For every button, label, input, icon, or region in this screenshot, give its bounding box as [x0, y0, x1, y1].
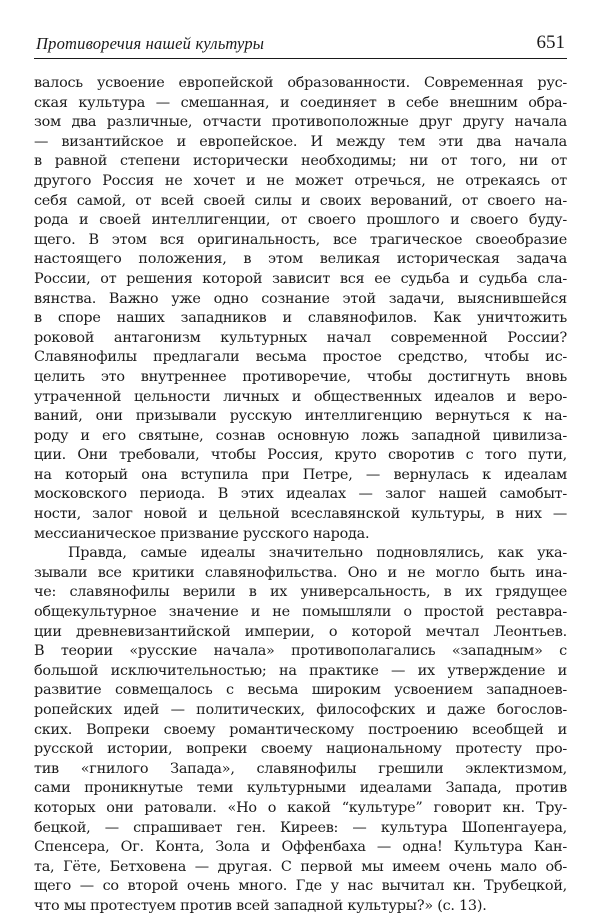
text-line: общекультурное значение и не помышляли о простой реставра- [34, 604, 567, 621]
text-line: которых они ратовали. «Но о какой “культуре” говорит кн. Тру- [34, 799, 567, 816]
text-line: русской истории, вопреки своему национальному протесту про- [34, 741, 567, 758]
page-header [34, 28, 567, 59]
text-line: в равной степени исторически необходимы; ни от того, ни от [34, 153, 567, 170]
text-line: тив «гнилого Запада», славянофилы грешили эклектизмом, [34, 760, 567, 777]
text-line: Спенсера, Ог. Конта, Зола и Оффенбаха — одна! Культура Кан- [34, 839, 567, 856]
text-line: роковой антагонизм культурных начал современной России? [34, 329, 567, 346]
text-line: в споре наших западников и славянофилов. Как уничтожить [34, 310, 567, 327]
text-line: целить это внутреннее противоречие, чтобы достигнуть вновь [34, 368, 567, 385]
text-line: В теории «русские начала» противополагались «западным» с [34, 643, 567, 660]
text-line: щего — со второй очень много. Где у нас вычитал кн. Трубецкой, [34, 878, 567, 895]
body-text [34, 74, 567, 917]
text-line: утраченной цельности личных и общественных идеалов и веро- [34, 388, 567, 405]
text-line: зом два различные, отчасти противоположные друг другу начала [34, 114, 567, 131]
text-line: России, от решения которой зависит вся ее судьба и судьба сла- [34, 270, 567, 287]
text-line: — византийское и европейское. И между тем эти два начала [34, 133, 567, 150]
text-line: развитие совмещалось с весьма широким усвоением западноев- [34, 682, 567, 699]
text-line: ваний, они призывали русскую интеллигенцию вернуться к на- [34, 408, 567, 425]
text-line: ских. Вопреки своему романтическому построению всеобщей и [34, 721, 567, 738]
text-line: щего. В этом вся оригинальность, все трагическое своеобразие [34, 231, 567, 248]
text-line: большой исключительностью; на практике — их утверждение и [34, 662, 567, 679]
text-line: ская культура — смешанная, и соединяет в себе внешним обра- [34, 94, 567, 111]
page-number: 651 [536, 32, 565, 53]
text-line: ности, залог новой и цельной всеславянской культуры, в них — [34, 506, 567, 523]
text-line: ции древневизантийской империи, о которой мечтал Леонтьев. [34, 623, 567, 640]
text-line: вянства. Важно уже одно сознание этой задачи, выяснившейся [34, 290, 567, 307]
text-line: на который она вступила при Петре, — вернулась к идеалам [34, 466, 567, 483]
text-line: роду и его святыне, сознав основную ложь западной цивилиза- [34, 427, 567, 444]
text-line: бецкой, — спрашивает ген. Киреев: — культура Шопенгауера, [34, 819, 567, 836]
text-line: ции. Они требовали, чтобы Россия, круто своротив с того пути, [34, 447, 567, 464]
text-line: Правда, самые идеалы значительно подновлялись, как ука- [68, 545, 567, 562]
text-line: че: славянофилы верили в их универсальность, в их грядущее [34, 584, 567, 601]
text-line: что мы протестуем против всей западной культуры?» (с. 13). [34, 897, 487, 914]
paragraph [34, 74, 567, 544]
text-line: та, Гёте, Бетховена — другая. С первой мы имеем очень мало об- [34, 858, 567, 875]
text-line: мессианическое призвание русского народа. [34, 525, 370, 542]
text-line: ропейских идей — политических, философских и даже богослов- [34, 702, 567, 718]
text-line: себя самой, от всей своей силы и своих верований, от своего на- [34, 192, 567, 209]
text-line: Славянофилы предлагали весьма простое средство, чтобы ис- [34, 349, 567, 366]
text-line: валось усвоение европейской образованности. Современная рус- [34, 75, 567, 91]
running-title: Противоречия нашей культуры [36, 34, 265, 53]
text-line: настоящего положения, в этом великая историческая задача [34, 251, 567, 268]
text-line: московского периода. В этих идеалах — залог нашей самобыт- [34, 486, 567, 503]
text-line: другого Россия не хочет и не может отречься, не отрекаясь от [34, 172, 567, 189]
text-line: зывали все критики славянофильства. Оно и не могло быть ина- [34, 564, 567, 581]
text-line: рода и своей интеллигенции, от своего прошлого и своего буду- [34, 212, 567, 229]
text-line: сами проникнутые теми культурными идеалами Запада, против [34, 780, 567, 797]
paragraph [34, 544, 567, 916]
